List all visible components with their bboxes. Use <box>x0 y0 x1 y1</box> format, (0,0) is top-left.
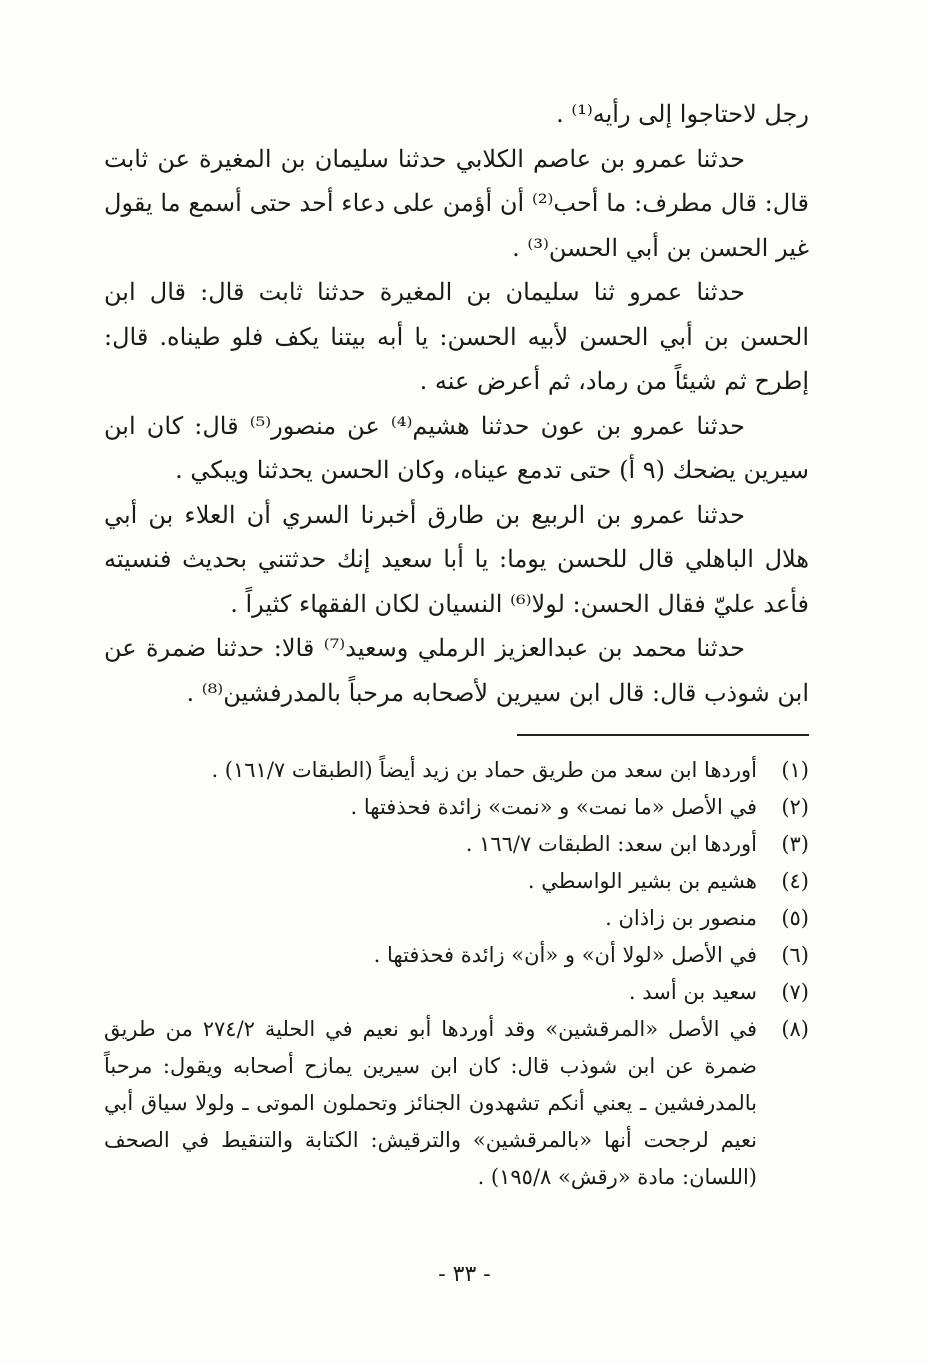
footnote-number: (٣) <box>781 832 809 856</box>
main-text <box>104 92 809 715</box>
footnote-number: (٥) <box>781 906 809 930</box>
footnote-text: في الأصل «لولا أن» و «أن» زائدة فحذفتها . <box>373 943 757 967</box>
footnote <box>104 1011 809 1196</box>
footnote <box>104 974 809 1011</box>
page-number: - ٣٣ - <box>438 1262 491 1287</box>
footnote-text: سعيد بن أسد . <box>628 980 757 1004</box>
footnotes <box>104 752 809 1196</box>
footnote-number: (١) <box>781 758 809 782</box>
footnote-separator <box>517 734 809 736</box>
paragraph-continuation: رجل لاحتاجوا إلى رأيه⁽¹⁾ . <box>556 100 809 128</box>
footnote-text: أوردها ابن سعد: الطبقات ١٦٦/٧ . <box>465 832 757 856</box>
footnote-number: (٦) <box>781 943 809 967</box>
paragraph-hadith-house-roof: حدثنا عمرو ثنا سليمان بن المغيرة حدثنا ثابت قال: قال ابن الحسن بن أبي الحسن لأبيه الحسن: يا أبه بيتنا يكف فلو طيناه. قال: إطرح ثم شيئاً من رماد، ثم أعرض عنه . <box>104 278 809 395</box>
footnote-text: منصور بن زاذان . <box>605 906 757 930</box>
footnote-text: أوردها ابن سعد من طريق حماد بن زيد أيضاً (الطبقات ١٦١/٧) . <box>211 758 757 782</box>
footnote <box>104 900 809 937</box>
footnote-number: (٨) <box>781 1017 809 1041</box>
footnote <box>104 863 809 900</box>
footnote-text: هشيم بن بشير الواسطي . <box>527 869 757 893</box>
footnote-number: (٧) <box>781 980 809 1004</box>
footnote <box>104 752 809 789</box>
paragraph-hadith-mutarrif: حدثنا عمرو بن عاصم الكلابي حدثنا سليمان بن المغيرة عن ثابت قال: قال مطرف: ما أحب⁽²⁾ أن أؤمن على دعاء أحد حتى أسمع ما يقول غير الحسن بن أبي الحسن⁽³⁾ . <box>104 144 809 262</box>
footnote-number: (٢) <box>781 795 809 819</box>
footnote <box>104 937 809 974</box>
footnote <box>104 789 809 826</box>
footnote-number: (٤) <box>781 869 809 893</box>
footnote-text: في الأصل «المرقشين» وقد أوردها أبو نعيم في الحلية ٢٧٤/٢ من طريق ضمرة عن ابن شوذب قال: كان ابن سيرين يمازح أصحابه ويقول: مرحباً بالمدرفشين ـ يعني أنكم تشهدون الجنائز وتحملون الموتى ـ ولولا سياق أبي نعيم لرجحت أنها «بالمرقشين» والترقيش: الكتابة والتنقيط في الصحف (اللسان: مادة «رقش» ١٩٥/٨) . <box>104 1017 757 1189</box>
paragraph-hadith-ibn-sirin-laughing: حدثنا عمرو بن عون حدثنا هشيم⁽⁴⁾ عن منصور⁽⁵⁾ قال: كان ابن سيرين يضحك (٩ أ) حتى تدمع عيناه، وكان الحسن يحدثنا ويبكي . <box>104 411 809 484</box>
paragraph-hadith-mudarfashin: حدثنا محمد بن عبدالعزيز الرملي وسعيد⁽⁷⁾ قالا: حدثنا ضمرة عن ابن شوذب قال: قال ابن سيرين لأصحابه مرحباً بالمدرفشين⁽⁸⁾ . <box>104 634 809 707</box>
footnote-text: في الأصل «ما نمت» و «نمت» زائدة فحذفتها . <box>350 795 757 819</box>
footnote <box>104 826 809 863</box>
paragraph-hadith-forgetting: حدثنا عمرو بن الربيع بن طارق أخبرنا السري أن العلاء بن أبي هلال الباهلي قال للحسن يوما: يا أبا سعيد إنك حدثتني بحديث فنسيته فأعد عليّ فقال الحسن: لولا⁽⁶⁾ النسيان لكان الفقهاء كثيراً . <box>104 500 809 618</box>
